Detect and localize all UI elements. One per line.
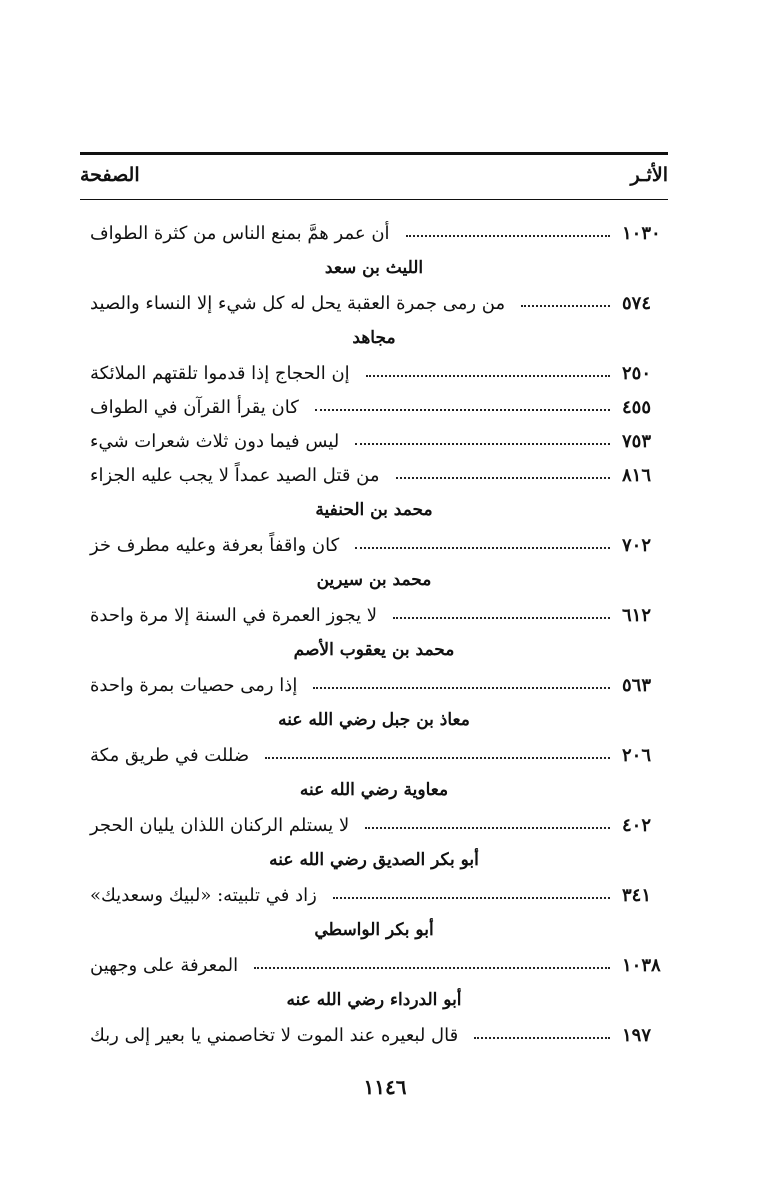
entry-page-number: ٨١٦: [622, 464, 652, 486]
section-heading: محمد بن الحنفية: [315, 500, 433, 520]
section-heading: أبو بكر الصديق رضي الله عنه: [269, 850, 479, 870]
entry-page-number: ١٠٣٨: [622, 954, 661, 976]
index-entry: [80, 286, 668, 320]
entry-page-number: ٧٥٣: [622, 430, 652, 452]
entry-page-number: ٧٠٢: [622, 534, 652, 556]
entry-page-number: ١٩٧: [622, 1024, 652, 1046]
index-entry: [80, 458, 668, 492]
dot-leader: [474, 1036, 610, 1039]
index-entry: [80, 1018, 668, 1052]
entry-text: ضللت في طريق مكة: [90, 744, 250, 766]
index-entry: [80, 528, 668, 562]
page-number: ١١٤٦: [363, 1075, 407, 1099]
section-heading: معاوية رضي الله عنه: [299, 780, 449, 800]
entry-text: من رمى جمرة العقبة يحل له كل شيء إلا النساء والصيد: [90, 292, 506, 314]
index-entry: [80, 598, 668, 632]
entry-text: لا يجوز العمرة في السنة إلا مرة واحدة: [90, 604, 378, 626]
index-entry: [80, 424, 668, 458]
entry-page-number: ٥٦٣: [622, 674, 652, 696]
entry-text: زاد في تلبيته: «لبيك وسعديك»: [90, 884, 317, 906]
entry-page-number: ٢٠٦: [622, 744, 652, 766]
entry-page-number: ٤٠٢: [622, 814, 652, 836]
index-entry: [80, 356, 668, 390]
dot-leader: [254, 966, 610, 969]
entry-page-number: ٦١٢: [622, 604, 652, 626]
index-entry: [80, 948, 668, 982]
header-bottom-rule: [80, 199, 668, 200]
entry-page-number: ١٠٣٠: [622, 222, 661, 244]
index-entry: [80, 216, 668, 250]
entry-text: لا يستلم الركنان اللذان يليان الحجر: [90, 814, 350, 836]
dot-leader: [315, 408, 610, 411]
table-header: [80, 160, 668, 198]
index-entry: [80, 878, 668, 912]
index-list: [80, 216, 668, 1052]
section-heading: أبو الدرداء رضي الله عنه: [286, 990, 462, 1010]
dot-leader: [313, 686, 610, 689]
index-entry: [80, 738, 668, 772]
section-heading: الليث بن سعد: [324, 258, 424, 278]
header-page-label: الصفحة: [80, 164, 140, 186]
entry-text: المعرفة على وجهين: [90, 954, 239, 976]
dot-leader: [365, 826, 610, 829]
header-top-rule: [80, 152, 668, 155]
dot-leader: [396, 476, 611, 479]
entry-page-number: ٤٥٥: [622, 396, 652, 418]
header-athar-label: الأثـر: [630, 164, 668, 186]
entry-text: كان واقفاً بعرفة وعليه مطرف خز: [90, 534, 340, 556]
index-entry: [80, 808, 668, 842]
dot-leader: [355, 546, 610, 549]
entry-text: ليس فيما دون ثلاث شعرات شيء: [90, 430, 340, 452]
dot-leader: [355, 442, 610, 445]
entry-page-number: ٣٤١: [622, 884, 652, 906]
dot-leader: [265, 756, 610, 759]
section-heading: أبو بكر الواسطي: [314, 920, 434, 940]
dot-leader: [393, 616, 610, 619]
section-heading: معاذ بن جبل رضي الله عنه: [278, 710, 470, 730]
section-heading: مجاهد: [352, 328, 396, 348]
dot-leader: [521, 304, 610, 307]
index-entry: [80, 668, 668, 702]
entry-page-number: ٢٥٠: [622, 362, 652, 384]
entry-text: قال لبعيره عند الموت لا تخاصمني يا بعير إلى ربك: [90, 1024, 459, 1046]
section-heading: محمد بن يعقوب الأصم: [293, 640, 455, 660]
section-heading: محمد بن سيرين: [316, 570, 432, 590]
entry-text: إذا رمى حصيات بمرة واحدة: [90, 674, 298, 696]
dot-leader: [406, 234, 610, 237]
entry-page-number: ٥٧٤: [622, 292, 652, 314]
entry-text: من قتل الصيد عمداً لا يجب عليه الجزاء: [90, 464, 380, 486]
entry-text: أن عمر همَّ بمنع الناس من كثرة الطواف: [90, 222, 390, 244]
entry-text: إن الحجاج إذا قدموا تلقتهم الملائكة: [90, 362, 350, 384]
dot-leader: [366, 374, 610, 377]
index-entry: [80, 390, 668, 424]
entry-text: كان يقرأ القرآن في الطواف: [90, 396, 299, 418]
dot-leader: [333, 896, 610, 899]
